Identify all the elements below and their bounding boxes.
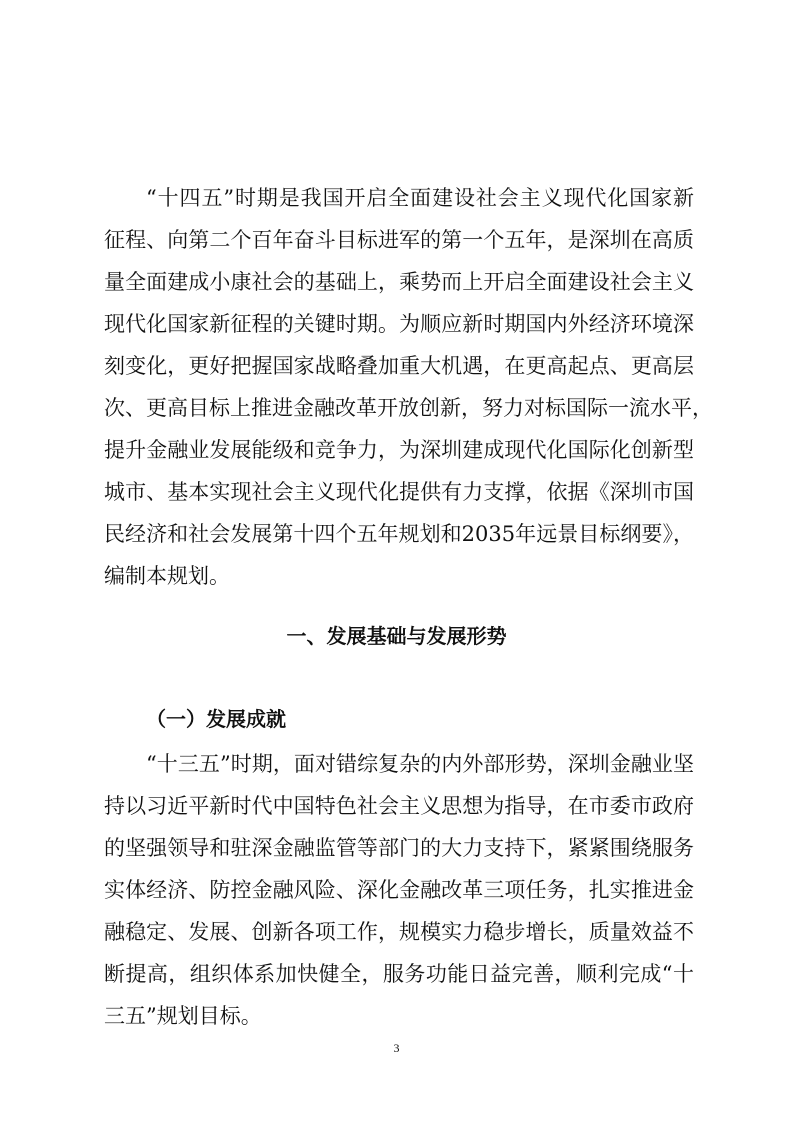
paragraph-line: 融稳定、发展、创新各项工作，规模实力稳步增长，质量效益不 (104, 920, 694, 944)
page-number: 3 (393, 1041, 400, 1055)
paragraph-line: 现代化国家新征程的关键时期。为顺应新时期国内外经济环境深 (104, 312, 694, 336)
paragraph-line: 的坚强领导和驻深金融监管等部门的大力支持下，紧紧围绕服务 (104, 836, 694, 860)
paragraph-line: 断提高，组织体系加快健全，服务功能日益完善，顺利完成“十 (104, 962, 694, 986)
paragraph-line: 编制本规划。 (104, 564, 230, 588)
paragraph-line: 民经济和社会发展第十四个五年规划和2035年远景目标纲要》， (104, 522, 694, 546)
paragraph-line: 征程、向第二个百年奋斗目标进军的第一个五年，是深圳在高质 (104, 228, 694, 252)
paragraph-line: 量全面建成小康社会的基础上，乘势而上开启全面建设社会主义 (104, 270, 694, 294)
paragraph-line: “十四五”时期是我国开启全面建设社会主义现代化国家新 (146, 186, 694, 210)
paragraph-line: 城市、基本实现社会主义现代化提供有力支撑，依据《深圳市国 (104, 480, 694, 504)
paragraph-line: 提升金融业发展能级和竞争力，为深圳建成现代化国际化创新型 (104, 438, 694, 462)
paragraph-line: 三五”规划目标。 (104, 1004, 262, 1028)
paragraph-line: 实体经济、防控金融风险、深化金融改革三项任务，扎实推进金 (104, 878, 694, 902)
paragraph-line: “十三五”时期，面对错综复杂的内外部形势，深圳金融业坚 (146, 752, 694, 776)
subsection-heading: （一）发展成就 (146, 707, 286, 731)
paragraph-line: 持以习近平新时代中国特色社会主义思想为指导，在市委市政府 (104, 794, 694, 818)
paragraph-line: 次、更高目标上推进金融改革开放创新，努力对标国际一流水平， (104, 396, 713, 420)
paragraph-line: 刻变化，更好把握国家战略叠加重大机遇，在更高起点、更高层 (104, 354, 694, 378)
section-heading: 一、发展基础与发展形势 (286, 624, 507, 648)
